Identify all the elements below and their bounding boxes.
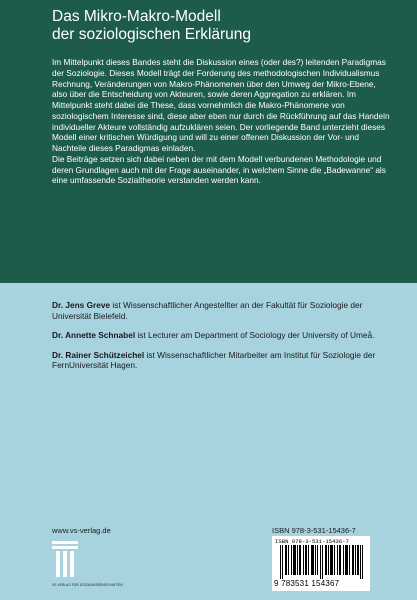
publisher-logo-caption: VS VERLAG FÜR SOZIALWISSENSCHAFTEN <box>52 583 123 587</box>
barcode <box>272 536 370 591</box>
author-bio: ist Wissenschaftlicher Mitarbeiter am Institut für Soziologie der FernUniversität Hagen. <box>52 349 376 371</box>
author-name: Dr. Jens Greve <box>52 300 111 310</box>
book-description <box>52 57 392 186</box>
description-paragraph-1: Im Mittelpunkt dieses Bandes steht die Diskussion eines (oder des?) leitenden Paradigmas der Soziologie. Dieses Modell trägt der Forderung des methodologischen Individualismus Rechnung, Veränderungen von Makro-Phänomenen über den Umweg der Mikro-Ebene, also über die Entscheidung von Akteuren, sowie deren Aggregation zu erklären. Im Mittelpunkt steht dabei die These, dass vornehmlich die Makro-Phänomene von soziologischem Interesse sind, diese aber eben nur durch die Rückführung auf das Handeln individueller Akteure vollständig aufzuklären seien. Der vorliegende Band unterzieht dieses Modell einer kritischen Würdigung und will zu einer offenen Diskussion der Vor- und Nachteile dieses Paradigmas einladen. <box>52 57 390 153</box>
author-bio: ist Wissenschaftlicher Angestellter an der Fakultät für Soziologie der Universität Bielefeld. <box>52 300 363 321</box>
isbn-label: ISBN 978-3-531-15436-7 <box>272 526 356 535</box>
barcode-digits: 9 783531 154367 <box>274 579 340 588</box>
title-line-2: der soziologischen Erklärung <box>52 26 252 43</box>
title-line-1: Das Mikro-Makro-Modell <box>52 8 221 25</box>
description-paragraph-2: Die Beiträge setzen sich dabei neben der mit dem Modell verbundenen Methodologie und deren Grundlagen auch mit der Frage auseinander, in welchem Sinne die „Badewanne“ als eine umfassende Sozialtheorie verstanden werden kann. <box>52 153 386 186</box>
author-name: Dr. Annette Schnabel <box>52 330 136 341</box>
publisher-url[interactable]: www.vs-verlag.de <box>52 526 111 535</box>
author-entry-greve <box>52 300 392 321</box>
book-title <box>52 8 392 44</box>
barcode-isbn-text: ISBN 978-3-531-15436-7 <box>275 538 349 545</box>
author-name: Dr. Rainer Schützeichel <box>52 349 145 360</box>
publisher-logo-icon <box>52 541 140 581</box>
author-section <box>0 283 417 600</box>
front-section <box>0 0 417 283</box>
author-list <box>52 300 392 380</box>
author-bio: ist Lecturer am Department of Sociology der University of Umeå. <box>135 330 375 341</box>
barcode-bars-icon <box>280 545 364 579</box>
author-entry-schuetzeichel <box>52 350 392 371</box>
author-entry-schnabel <box>52 330 392 341</box>
